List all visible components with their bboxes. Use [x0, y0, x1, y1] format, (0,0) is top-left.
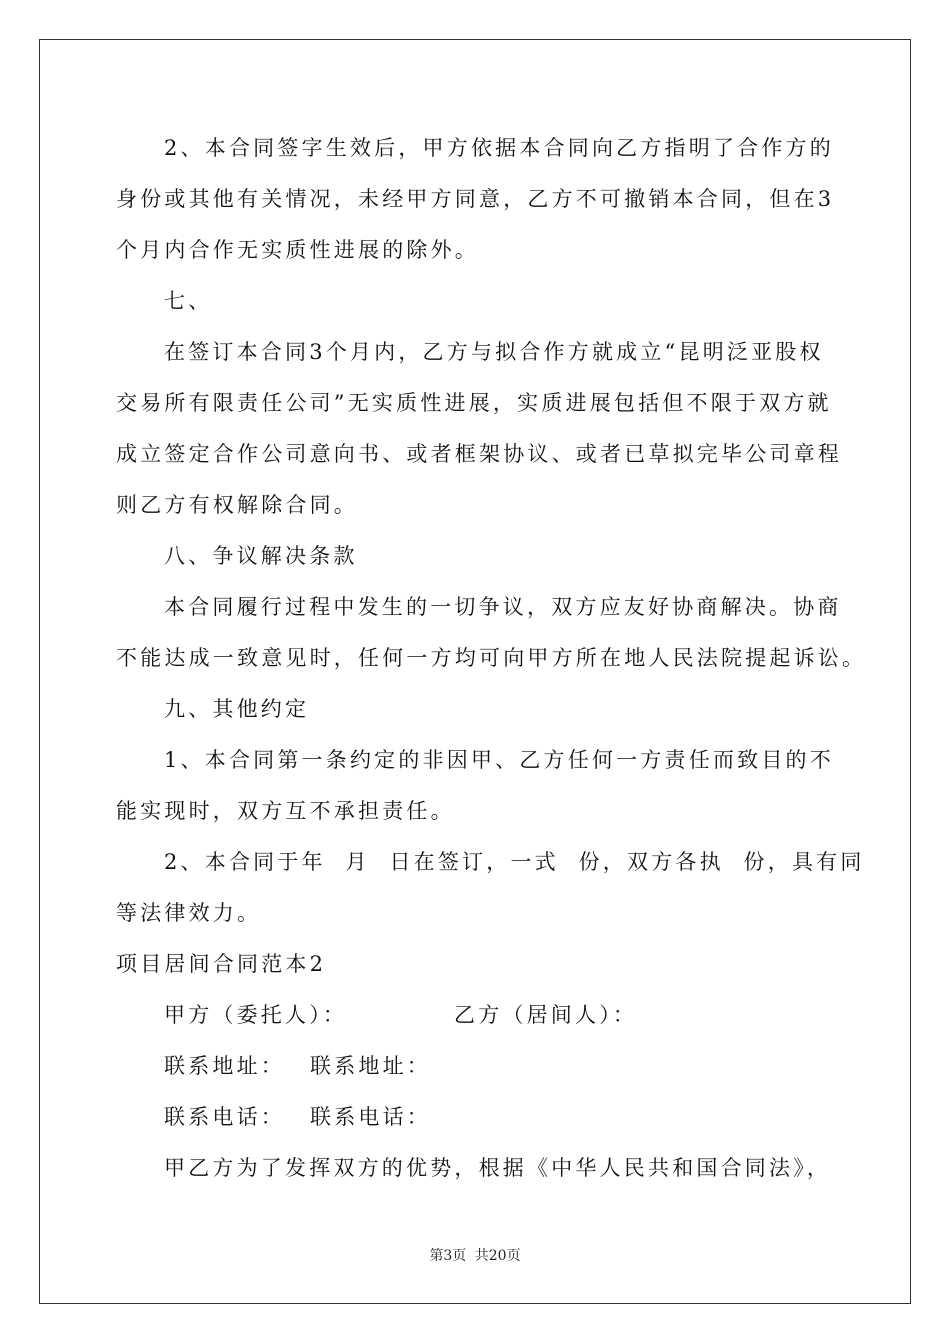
paragraph-line: 2、本合同签字生效后，甲方依据本合同向乙方指明了合作方的 — [164, 136, 834, 160]
page-total: 共20页 — [474, 1248, 521, 1264]
address-a-label: 联系地址： — [164, 1054, 285, 1078]
paragraph-line: 不能达成一致意见时，任何一方均可向甲方所在地人民法院提起诉讼。 — [116, 646, 867, 670]
paragraph-line: 2、本合同于年 月 日在签订，一式 份，双方各执 份，具有同 — [164, 850, 865, 874]
section-heading-7: 七、 — [164, 289, 213, 313]
paragraph-line: 个月内合作无实质性进展的除外。 — [116, 238, 479, 262]
paragraph-line: 成立签定合作公司意向书、或者框架协议、或者已草拟完毕公司章程 — [116, 442, 842, 466]
section-heading-9: 九、其他约定 — [164, 697, 310, 721]
paragraph-line: 等法律效力。 — [116, 901, 262, 925]
page-footer — [0, 1245, 950, 1265]
paragraph-line: 能实现时，双方互不承担责任。 — [116, 799, 455, 823]
paragraph-line: 身份或其他有关情况，未经甲方同意，乙方不可撤销本合同，但在3 — [116, 187, 835, 211]
phone-a-label: 联系电话： — [164, 1105, 285, 1129]
address-b-label: 联系地址： — [310, 1054, 431, 1078]
paragraph-line: 甲乙方为了发挥双方的优势，根据《中华人民共和国合同法》， — [164, 1156, 832, 1180]
paragraph-line: 则乙方有权解除合同。 — [116, 493, 358, 517]
paragraph-line: 交易所有限责任公司”无实质性进展，实质进展包括但不限于双方就 — [116, 391, 832, 415]
party-b-label: 乙方（居间人）： — [454, 1003, 638, 1027]
page-number: 第3页 — [429, 1248, 467, 1264]
paragraph-line: 在签订本合同3个月内，乙方与拟合作方就成立“昆明泛亚股权 — [164, 340, 824, 364]
section-heading-8: 八、争议解决条款 — [164, 544, 358, 568]
document-title-2: 项目居间合同范本2 — [116, 952, 327, 976]
party-a-label: 甲方（委托人）： — [164, 1003, 348, 1027]
paragraph-line: 本合同履行过程中发生的一切争议，双方应友好协商解决。协商 — [164, 595, 842, 619]
phone-b-label: 联系电话： — [310, 1105, 431, 1129]
paragraph-line: 1、本合同第一条约定的非因甲、乙方任何一方责任而致目的不 — [164, 748, 834, 772]
